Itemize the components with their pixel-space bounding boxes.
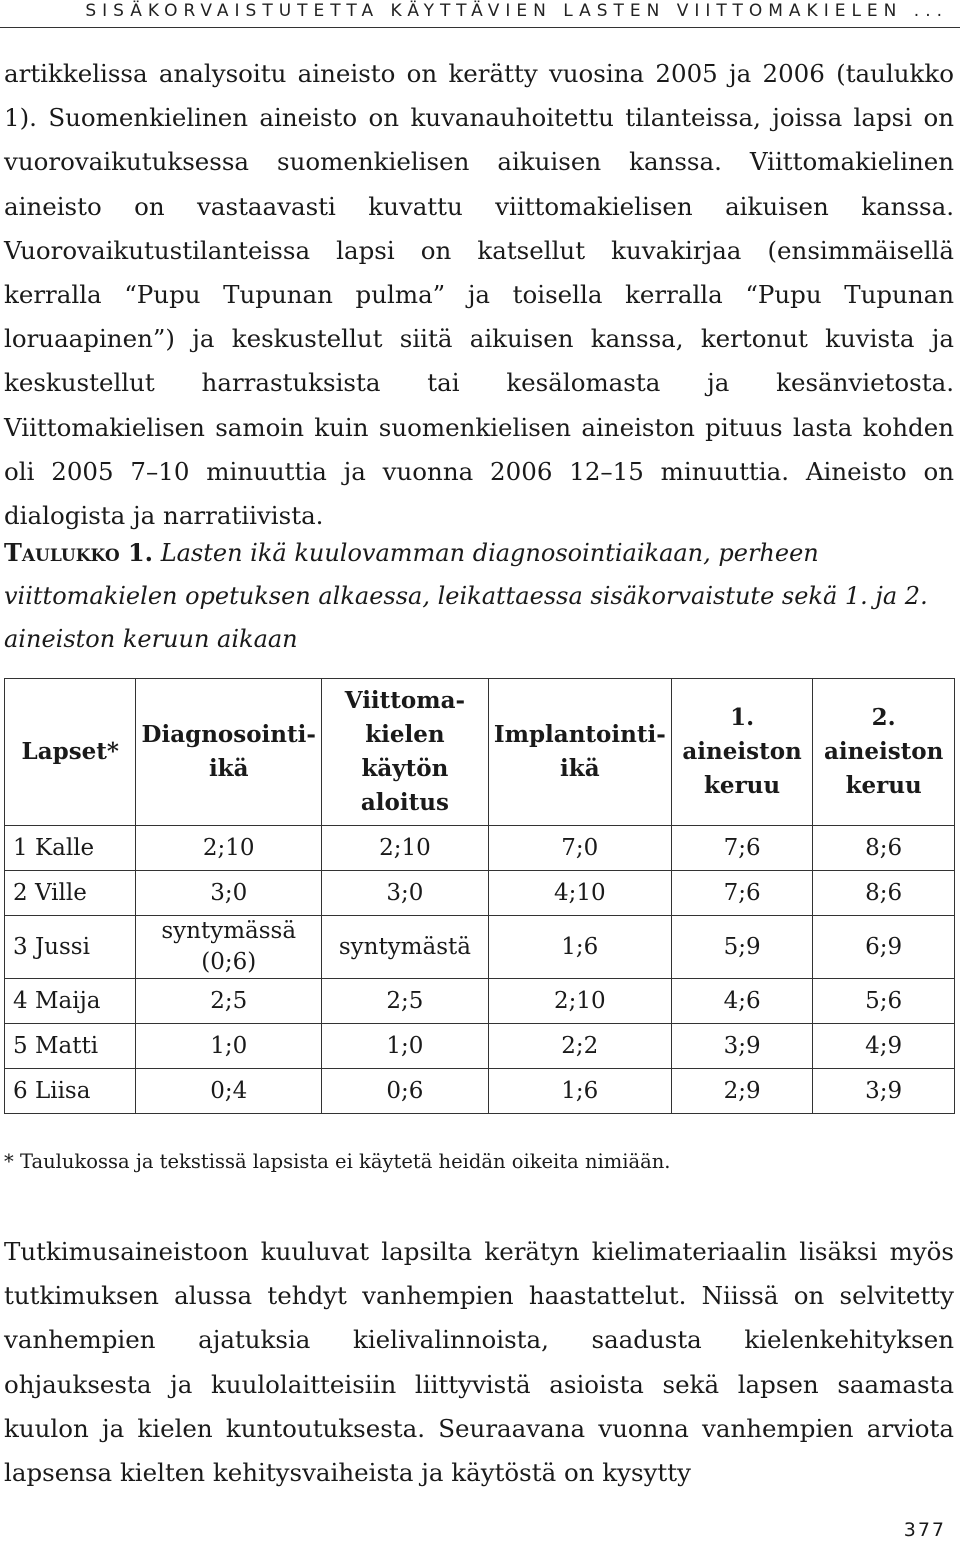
table-cell: 2;9 — [671, 1069, 813, 1114]
table-cell: 1;0 — [136, 1024, 321, 1069]
table-cell: 7;6 — [671, 826, 813, 871]
page-number: 377 — [903, 1519, 946, 1541]
table-cell: 0;4 — [136, 1069, 321, 1114]
table-cell: 3;9 — [813, 1069, 955, 1114]
table-cell: 5;6 — [813, 979, 955, 1024]
table-cell: 2 Ville — [5, 871, 136, 916]
table-cell: 3;0 — [321, 871, 488, 916]
table-cell: 3;9 — [671, 1024, 813, 1069]
table-cell: 7;0 — [488, 826, 671, 871]
table-header-cell: Diagnosointiikä — [136, 679, 321, 826]
table-cell: 4;6 — [671, 979, 813, 1024]
table-cell: 4 Maija — [5, 979, 136, 1024]
table-cell: 3 Jussi — [5, 916, 136, 979]
table-caption-text: Lasten ikä kuulovamman diagnosointiaikaan, perheen viittomakielen opetuksen alkaessa, leikattaessa sisäkorvaistute sekä 1. ja 2. aineiston keruun aikaan — [4, 539, 928, 653]
table-row — [5, 1069, 955, 1114]
table-cell: 1;6 — [488, 1069, 671, 1114]
table-cell: 6 Liisa — [5, 1069, 136, 1114]
table-header-cell: Implantointiikä — [488, 679, 671, 826]
table-cell: 3;0 — [136, 871, 321, 916]
table-caption — [4, 531, 954, 661]
table-cell: 2;5 — [321, 979, 488, 1024]
table-row — [5, 979, 955, 1024]
table-header-cell: Viittomakielen käytön aloitus — [321, 679, 488, 826]
table-cell: 8;6 — [813, 826, 955, 871]
table-caption-label: Taulukko 1. — [4, 538, 154, 567]
table-cell: 1 Kalle — [5, 826, 136, 871]
table-header-cell: 2. aineiston keruu — [813, 679, 955, 826]
table-cell: 4;10 — [488, 871, 671, 916]
table-cell: 5;9 — [671, 916, 813, 979]
table-cell: 4;9 — [813, 1024, 955, 1069]
table-cell: 1;6 — [488, 916, 671, 979]
table-row — [5, 826, 955, 871]
table-cell: 2;10 — [488, 979, 671, 1024]
table-row — [5, 1024, 955, 1069]
table-cell: syntymästä — [321, 916, 488, 979]
running-head — [0, 0, 960, 28]
body-paragraph-2: Tutkimusaineistoon kuuluvat lapsilta kerätyn kielimateriaalin lisäksi myös tutkimuksen alussa tehdyt vanhempien haastattelut. Niissä on selvitetty vanhempien ajatuksia kielivalinnoista, saadusta kielenkehityksen ohjauksesta ja kuulolaitteisiin liittyvistä asioista sekä lapsen saamasta kuulon ja kielen kuntoutuksesta. Seuraavana vuonna vanhempien arviota lapsensa kielten kehitysvaiheista ja käytöstä on kysytty — [4, 1237, 954, 1488]
table-row — [5, 871, 955, 916]
running-head-text: SISÄKORVAISTUTETTA KÄYTTÄVIEN LASTEN VIITTOMAKIELEN ... — [85, 1, 948, 21]
table-cell: 2;10 — [136, 826, 321, 871]
table-footnote: * Taulukossa ja tekstissä lapsista ei käytetä heidän oikeita nimiään. — [4, 1150, 671, 1173]
table-cell: 7;6 — [671, 871, 813, 916]
table-cell: 8;6 — [813, 871, 955, 916]
table-cell: 6;9 — [813, 916, 955, 979]
table-header-cell: Lapset* — [5, 679, 136, 826]
table-cell: 5 Matti — [5, 1024, 136, 1069]
table-cell: 2;2 — [488, 1024, 671, 1069]
table-cell: 2;5 — [136, 979, 321, 1024]
table-cell: 0;6 — [321, 1069, 488, 1114]
table-header-cell: 1. aineiston keruu — [671, 679, 813, 826]
table-cell: syntymässä (0;6) — [136, 916, 321, 979]
table-header-row — [5, 679, 955, 826]
body-paragraph-1: artikkelissa analysoitu aineisto on kerätty vuosina 2005 ja 2006 (taulukko 1). Suomenkielinen aineisto on kuvanauhoitettu tilanteissa, joissa lapsi on vuorovaikutuksessa suomenkielisen aikuisen kanssa. Viittomakielinen aineisto on vastaavasti kuvattu viittomakielisen aikuisen kanssa. Vuorovaikutustilanteissa lapsi on katsellut kuvakirjaa (ensimmäisellä kerralla “Pupu Tupunan pulma” ja toisella kerralla “Pupu Tupunan loruaapinen”) ja keskustellut siitä aikuisen kanssa, kertonut kuvista ja keskustellut harrastuksista tai kesälomasta ja kesänvietosta. Viittomakielisen samoin kuin suomenkielisen aineiston pituus lasta kohden oli 2005 7–10 minuuttia ja vuonna 2006 12–15 minuuttia. Aineisto on dialogista ja narratiivista. — [4, 59, 954, 531]
table-cell: 2;10 — [321, 826, 488, 871]
data-table — [4, 678, 955, 1114]
table-row — [5, 916, 955, 979]
table-cell: 1;0 — [321, 1024, 488, 1069]
